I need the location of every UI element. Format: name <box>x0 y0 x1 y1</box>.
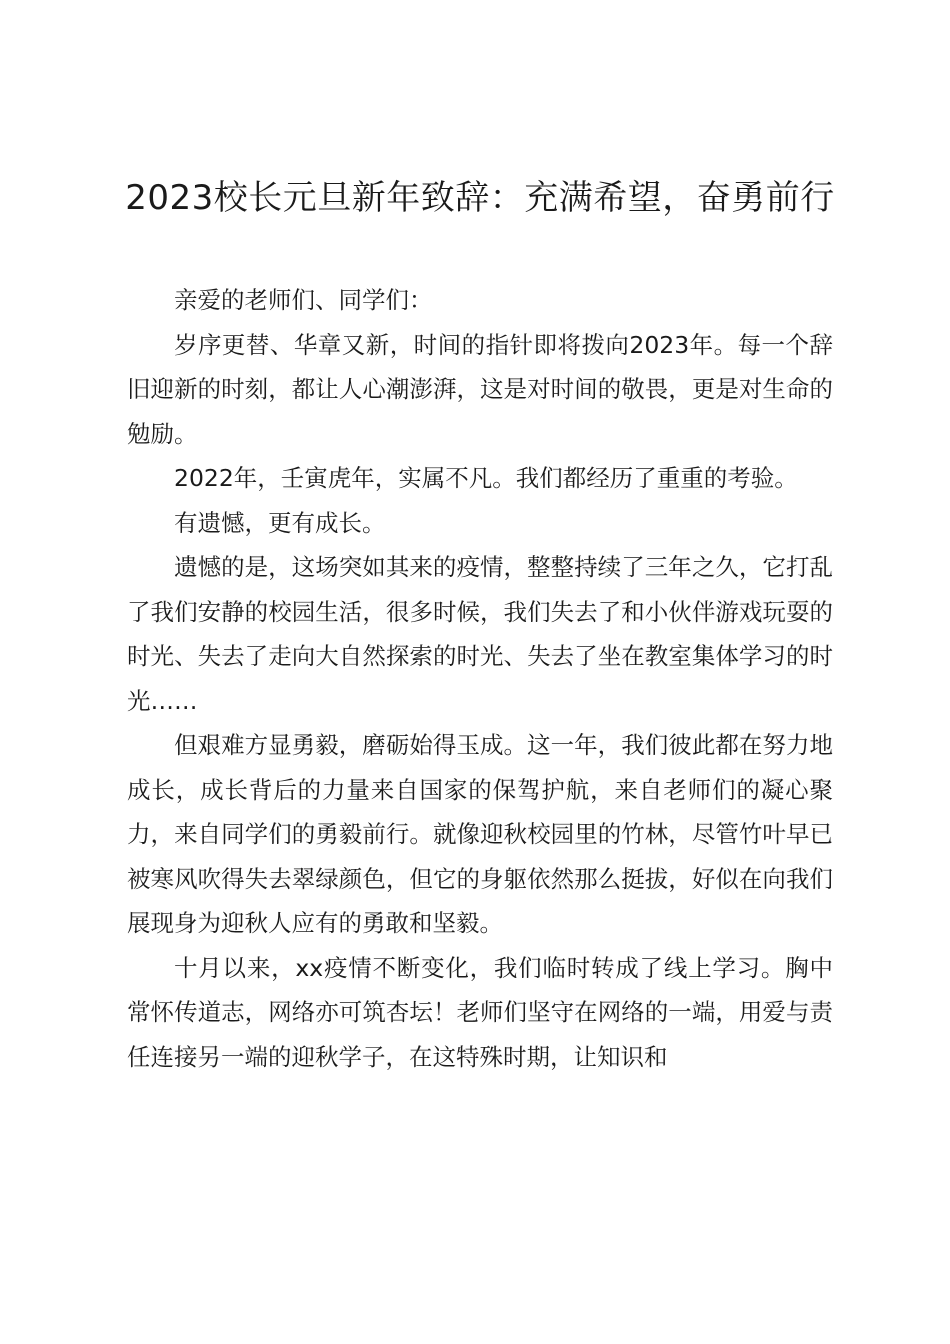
paragraph: 有遗憾，更有成长。 <box>174 508 386 537</box>
paragraph: 但艰难方显勇毅，磨砺始得玉成。这一年，我们彼此都在努力地成长，成长背后的力量来自国家的保驾护航，来自老师们的凝心聚力，来自同学们的勇毅前行。就像迎秋校园里的竹林，尽管竹叶早已被寒风吹得失去翠绿颜色，但它的身躯依然那么挺拔，好似在向我们展现身为迎秋人应有的勇敢和坚毅。 <box>127 731 833 937</box>
document-body <box>127 278 833 1079</box>
paragraph: 岁序更替、华章又新，时间的指针即将拨向2023年。每一个辞旧迎新的时刻，都让人心潮澎湃，这是对时间的敬畏，更是对生命的勉励。 <box>127 330 833 448</box>
document-title: 2023校长元旦新年致辞：充满希望，奋勇前行 <box>125 178 835 218</box>
paragraph: 十月以来，xx疫情不断变化，我们临时转成了线上学习。胸中常怀传道志，网络亦可筑杏坛！老师们坚守在网络的一端，用爱与责任连接另一端的迎秋学子，在这特殊时期，让知识和 <box>127 953 833 1071</box>
paragraph-salutation: 亲爱的老师们、同学们： <box>174 286 433 314</box>
paragraph: 2022年，壬寅虎年，实属不凡。我们都经历了重重的考验。 <box>174 464 798 492</box>
paragraph: 遗憾的是，这场突如其来的疫情，整整持续了三年之久，它打乱了我们安静的校园生活，很多时候，我们失去了和小伙伴游戏玩耍的时光、失去了走向大自然探索的时光、失去了坐在教室集体学习的时光…… <box>127 553 833 715</box>
